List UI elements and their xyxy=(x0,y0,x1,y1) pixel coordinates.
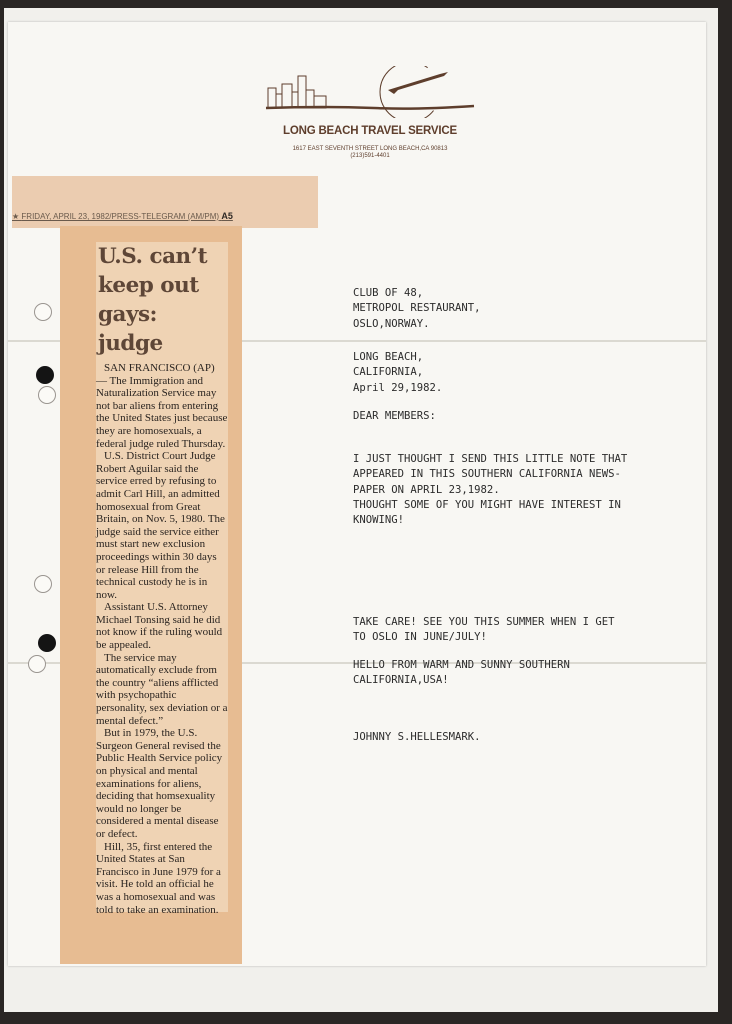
company-name: LONG BEACH TRAVEL SERVICE xyxy=(283,125,457,137)
letter-body: I JUST THOUGHT I SEND THIS LITTLE NOTE THAT APPEARED IN THIS SOUTHERN CALIFORNIA NEWS- PAPER ON APRIL 23,1982. THOUGHT SOME OF YOU MIGHT HAVE INTEREST IN KNOWING! xyxy=(353,453,628,527)
punch-hole xyxy=(34,575,52,593)
page-tag: A5 xyxy=(221,211,233,221)
article-paragraph: U.S. District Court Judge Robert Aguilar said the service erred by refusing to admit Carl Hill, an admitted homosexual from Great Britain, on Nov. 5, 1980. The judge said the service either must start new exclusion proceedings within 30 days or release Hill from the technical custody he is in now. xyxy=(96,450,225,601)
article-paragraph: But in 1979, the U.S. Surgeon General revised the Public Health Service policy on physical and mental examinations for aliens, deciding that homsexuality would no longer be considered a mental disease or defect. xyxy=(96,727,223,840)
closing-paragraph: TAKE CARE! SEE YOU THIS SUMMER WHEN I GET TO OSLO IN JUNE/JULY! xyxy=(353,616,615,644)
letterhead xyxy=(260,66,480,159)
newspaper-clipping xyxy=(96,242,228,916)
punch-hole xyxy=(38,634,56,652)
greeting-paragraph: HELLO FROM WARM AND SUNNY SOUTHERN CALIFORNIA,USA! xyxy=(353,659,570,687)
article-paragraph: The service may automatically exclude from the country “aliens afflicted with psychopathic personality, sex deviation or a mental defect.” xyxy=(96,651,228,727)
punch-hole xyxy=(28,655,46,673)
company-phone: (213)591-4401 xyxy=(350,153,390,159)
punch-hole xyxy=(34,303,52,321)
recipient-address: CLUB OF 48, METROPOL RESTAURANT, OSLO,NORWAY. xyxy=(353,287,481,330)
company-address: 1617 EAST SEVENTH STREET LONG BEACH,CA 90813 xyxy=(292,146,448,152)
place-and-date: LONG BEACH, CALIFORNIA, April 29,1982. xyxy=(353,351,443,394)
salutation: DEAR MEMBERS: xyxy=(353,410,436,422)
clipping-article xyxy=(96,362,228,916)
signature-name: JOHNNY S.HELLESMARK. xyxy=(353,731,481,743)
article-paragraph: SAN FRANCISCO (AP) — The Immigration and Naturalization Service may not bar aliens from entering the United States just because they are homosexuals, a federal judge ruled Thursday. xyxy=(96,362,228,450)
skyline-and-jet-logo-icon xyxy=(260,66,480,118)
clipping-headline: U.S. can’t keep out gays: judge xyxy=(98,244,208,356)
article-paragraph: Hill, 35, first entered the United States at San Francisco in June 1979 for a visit. He told an official he was a homosexual and was told to take an examination. xyxy=(96,840,221,916)
punch-hole xyxy=(36,366,54,384)
clipping-dateline: ★ FRIDAY, APRIL 23, 1982/PRESS-TELEGRAM (AM/PM) A5 xyxy=(12,211,233,221)
article-paragraph: Assistant U.S. Attorney Michael Tonsing said he did not know if the ruling would be appealed. xyxy=(96,601,223,652)
dateline-text: FRIDAY, APRIL 23, 1982/PRESS-TELEGRAM (AM/PM) xyxy=(21,212,220,221)
punch-hole xyxy=(38,386,56,404)
